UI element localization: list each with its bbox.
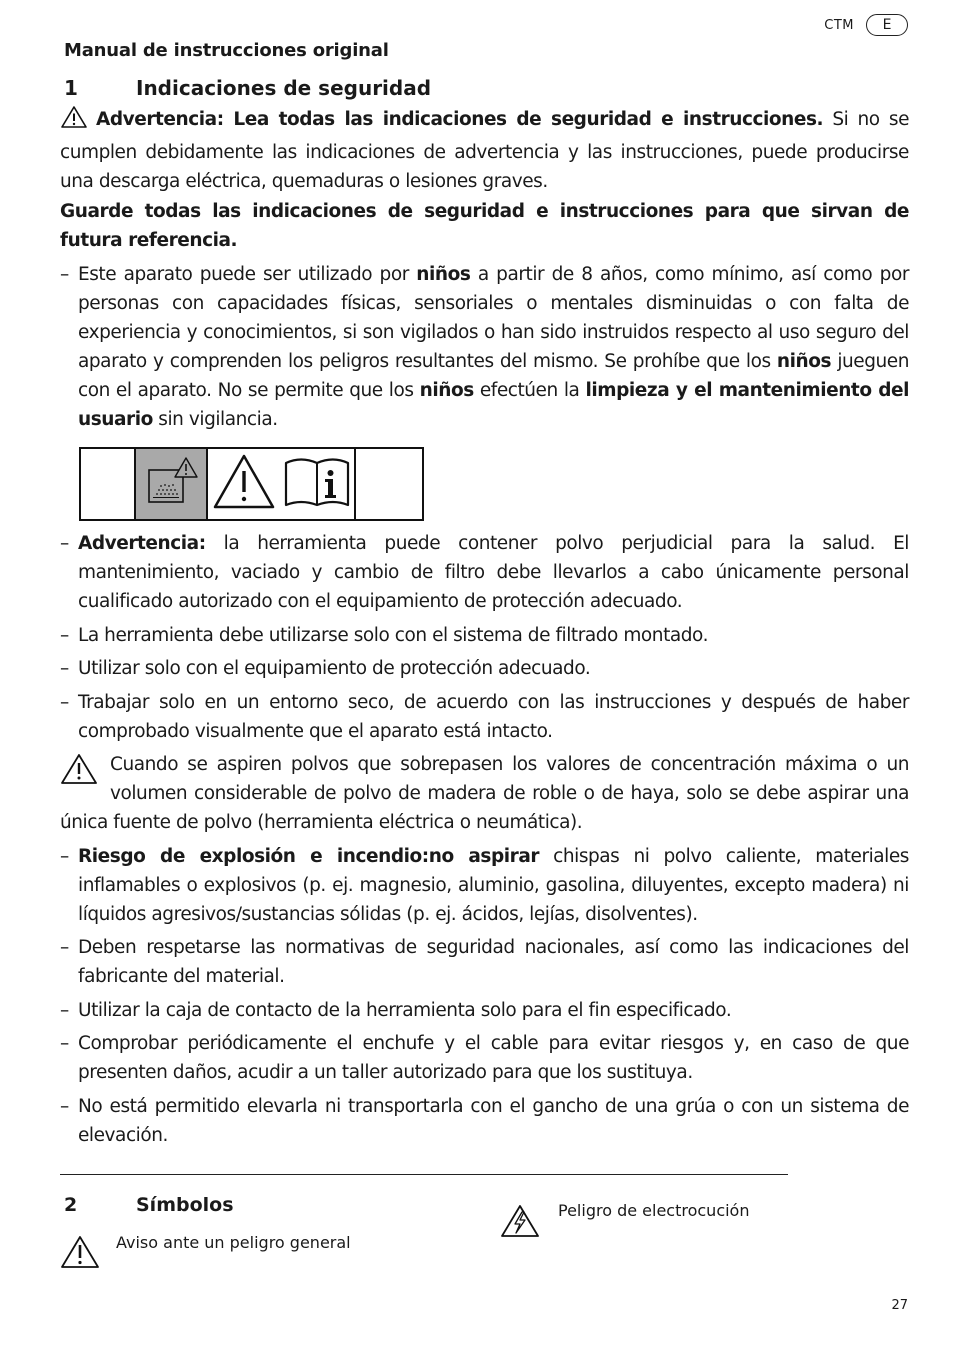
dust-concentration-warning [60, 750, 909, 837]
list-dash: – [60, 1033, 69, 1054]
text-fragment: la herramienta puede contener polvo perjudicial para la salud. El mantenimiento, vaciado y cambio de filtro debe llevarlos a cabo únicamente personal cualificado autorizado con el equipamiento de protección adecuado. [78, 533, 909, 612]
bold-fragment: limpieza y el mantenimiento del usuario [78, 380, 909, 430]
text-fragment: chispas ni polvo caliente, materiales inflamables o explosivos (p. ej. magnesio, aluminio, gasolina, diluyentes, excepto madera) ni líquidos agresivos/sustancias sólidas (p. ej. ácidos, lejías, disolventes). [78, 846, 909, 925]
warning-intro-text: Si no se cumplen debidamente las indicaciones de advertencia y las instrucciones, puede producirse una descarga eléctrica, quemaduras o lesiones graves. [60, 109, 909, 192]
symbol-electric-shock [500, 1203, 749, 1243]
bold-fragment: Advertencia: [78, 533, 206, 554]
warning-triangle-icon [60, 1234, 100, 1274]
list-text: Deben respetarse las normativas de seguridad nacionales, así como las indicaciones del fabricante del material. [78, 937, 909, 987]
hazard-symbol-strip [79, 447, 424, 521]
dust-hazard-icon [136, 449, 208, 519]
warning-triangle-icon [211, 452, 277, 516]
list-dash: – [60, 533, 69, 554]
list-dash: – [60, 846, 69, 867]
list-item-check-cable [60, 1029, 909, 1087]
warning-text: Cuando se aspiren polvos que sobrepasen los valores de concentración máxima o un volumen considerable de polvo de madera de roble o de haya, solo se debe aspirar una única fuente de polvo (herramienta eléctrica o neumática). [60, 754, 909, 833]
text-fragment: sin vigilancia. [152, 409, 278, 430]
list-item-national-regulations [60, 933, 909, 991]
keep-instructions-note: Guarde todas las indicaciones de seguridad e instrucciones para que sirvan de futura referencia. [60, 201, 909, 251]
list-dash: – [60, 1096, 69, 1117]
warning-and-manual-icons [208, 449, 356, 519]
section-1-heading [64, 76, 431, 100]
bold-fragment: Riesgo de explosión e incendio:no aspirar [78, 846, 540, 867]
warning-intro-bold: Advertencia: Lea todas las indicaciones de seguridad e instrucciones. [96, 109, 824, 130]
list-item-protective-equipment [60, 654, 909, 683]
page-number: 27 [891, 1298, 908, 1313]
section-number: 2 [64, 1194, 78, 1216]
symbol-label: Peligro de electrocución [558, 1201, 750, 1220]
list-dash: – [60, 692, 69, 713]
list-item-filter-system [60, 621, 909, 650]
list-dash: – [60, 625, 69, 646]
list-dash: – [60, 1000, 69, 1021]
list-item-dust-warning [60, 529, 909, 616]
section-divider [60, 1174, 788, 1175]
electric-shock-icon [500, 1203, 540, 1243]
text-fragment: efectúen la [473, 380, 586, 401]
list-text: Utilizar la caja de contacto de la herramienta solo para el fin especificado. [78, 1000, 732, 1021]
list-dash: – [60, 658, 69, 679]
list-text: Utilizar solo con el equipamiento de protección adecuado. [78, 658, 591, 679]
list-item-no-crane [60, 1092, 909, 1150]
read-manual-icon [282, 453, 352, 515]
list-text: No está permitido elevarla ni transportarla con el gancho de una grúa o con un sistema de elevación. [78, 1096, 909, 1146]
bold-fragment: niños [419, 380, 474, 401]
dust-class-m-label [356, 449, 422, 519]
symbol-general-warning [60, 1234, 351, 1274]
dust-class-m-label [81, 449, 136, 519]
bold-fragment: niños [776, 351, 832, 372]
section-number: 1 [64, 76, 78, 100]
warning-intro [60, 105, 909, 196]
bold-fragment: niños [416, 264, 471, 285]
page-header [824, 14, 908, 36]
list-text: La herramienta debe utilizarse solo con el sistema de filtrado montado. [78, 625, 709, 646]
list-text: Comprobar periódicamente el enchufe y el cable para evitar riesgos y, en caso de que presenten daños, acudir a un taller autorizado para que los sustituya. [78, 1033, 909, 1083]
text-fragment: a partir de 8 años, como mínimo, así como por personas con capacidades físicas, sensoriales o mentales disminuidas o con falta de experiencia y conocimientos, si son vigilados o han sido instruidos respecto al uso seguro del aparato y comprenden los peligros resultantes del mismo. Se prohíbe que los [78, 264, 909, 372]
list-item-explosion-risk [60, 842, 909, 929]
warning-triangle-icon [60, 752, 98, 795]
warning-triangle-icon [60, 105, 88, 138]
document-title: Manual de instrucciones original [64, 40, 389, 61]
text-fragment: Este aparato puede ser utilizado por [78, 264, 417, 285]
list-item-dry-environment [60, 688, 909, 746]
section-title: Indicaciones de seguridad [136, 76, 432, 100]
list-text: Trabajar solo en un entorno seco, de acuerdo con las instrucciones y después de haber comprobado visualmente que el aparato está intacto. [78, 692, 909, 742]
language-badge: E [866, 14, 908, 36]
symbol-label: Aviso ante un peligro general [116, 1233, 351, 1252]
product-code: CTM [824, 17, 854, 33]
list-dash: – [60, 264, 69, 285]
list-dash: – [60, 937, 69, 958]
text-fragment: jueguen con el aparato. No se permite que los [78, 351, 909, 401]
section-2-heading [64, 1194, 234, 1216]
list-item-socket-usage [60, 996, 909, 1025]
section-title: Símbolos [136, 1194, 234, 1216]
list-item-children [60, 260, 909, 434]
